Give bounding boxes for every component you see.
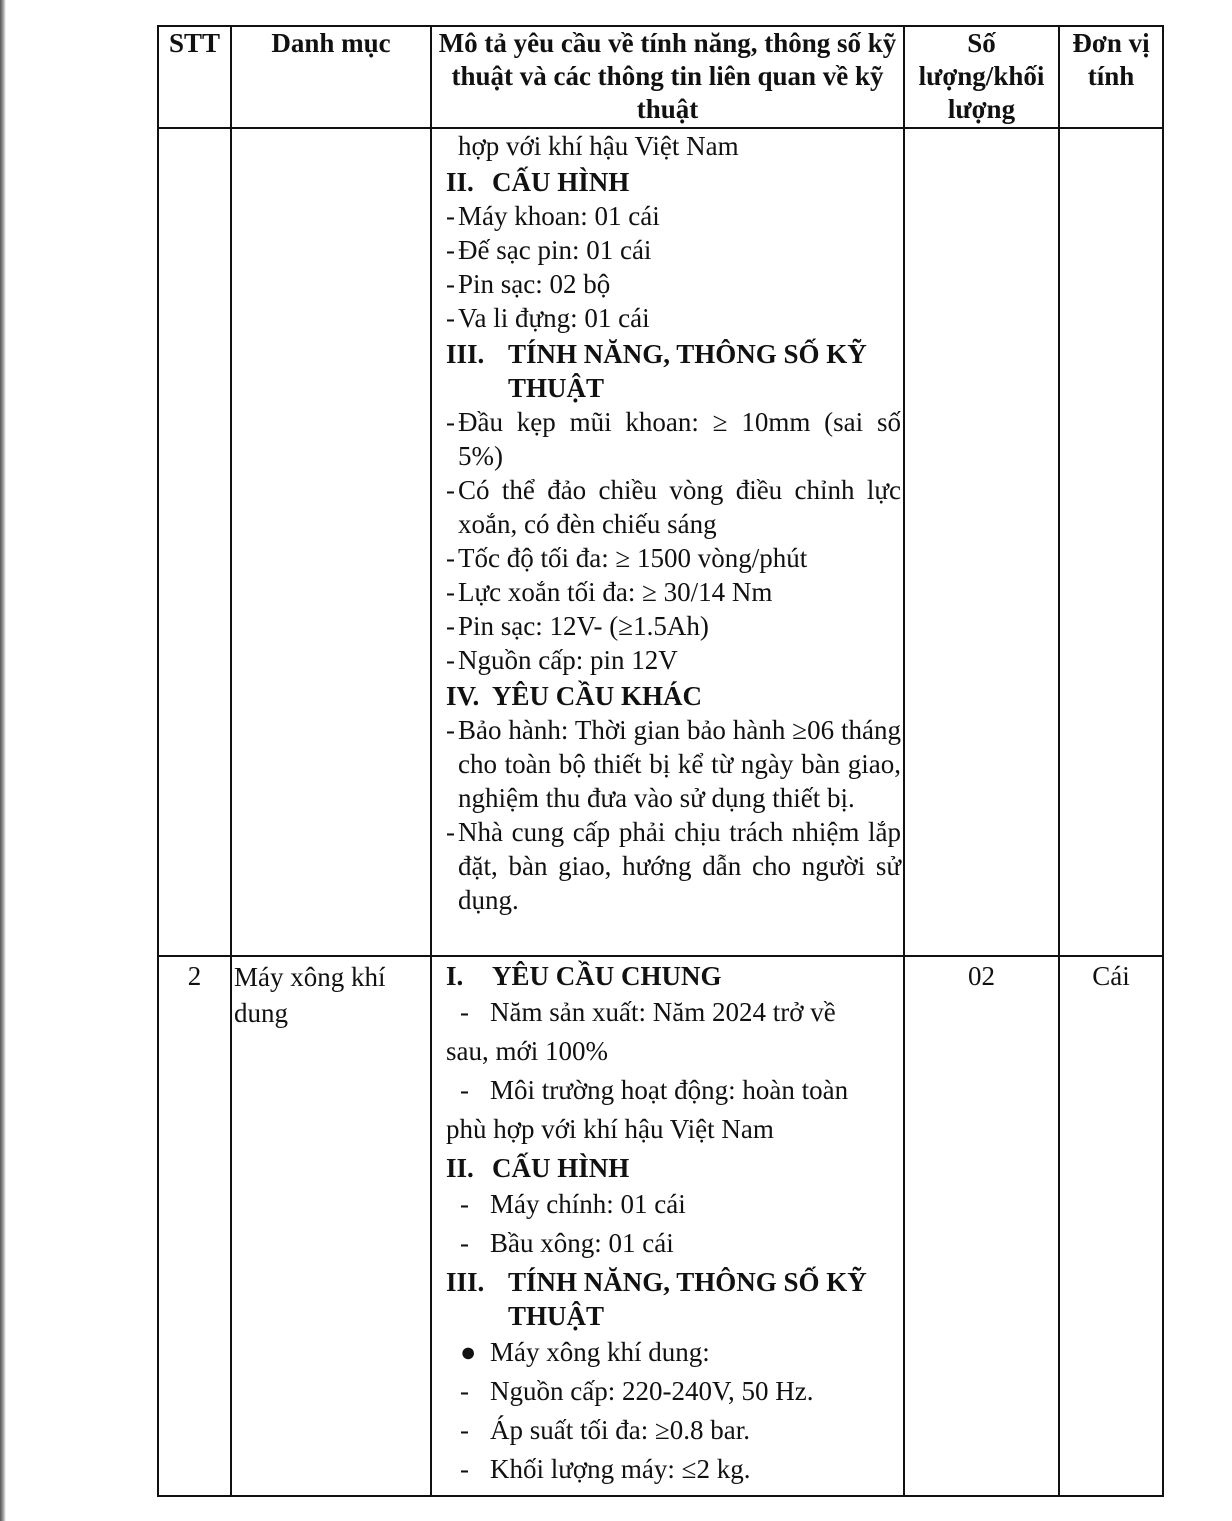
list-item: - Khối lượng máy: ≤2 kg.: [460, 1454, 751, 1484]
category-cell: Máy xông khí dung: [231, 956, 431, 1496]
section-title: CẤU HÌNH: [492, 1153, 630, 1183]
section-heading: [446, 1265, 901, 1333]
category-cell: [231, 128, 431, 956]
list-item: - Pin sạc: 12V- (≥1.5Ah): [446, 611, 709, 641]
list-item: - Bảo hành: Thời gian bảo hành ≥06 tháng cho toàn bộ thiết bị kể từ ngày bàn giao, nghiệm thu đưa vào sử dụng thiết bị.: [446, 715, 901, 813]
spec-table: [157, 25, 1164, 1497]
quantity-cell: [904, 128, 1059, 956]
section-title: TÍNH NĂNG, THÔNG SỐ KỸ THUẬT: [508, 339, 867, 403]
list-item: - Lực xoắn tối đa: ≥ 30/14 Nm: [446, 577, 773, 607]
section-title: CẤU HÌNH: [492, 167, 630, 197]
list-item: - Máy chính: 01 cái: [460, 1189, 686, 1219]
description-cell: [431, 128, 904, 956]
section-number: III.: [446, 1267, 485, 1297]
continued-text: hợp với khí hậu Việt Nam: [458, 131, 739, 161]
section-heading: [446, 959, 901, 993]
section-number: I.: [446, 961, 464, 991]
list-item-continuation: phù hợp với khí hậu Việt Nam: [446, 1114, 774, 1144]
list-item: - Máy khoan: 01 cái: [446, 201, 660, 231]
list-item: - Nhà cung cấp phải chịu trách nhiệm lắp đặt, bàn giao, hướng dẫn cho người sử dụng.: [446, 817, 901, 915]
section-title: YÊU CẦU CHUNG: [492, 961, 722, 991]
stt-cell: 2: [158, 956, 231, 1496]
list-item: - Tốc độ tối đa: ≥ 1500 vòng/phút: [446, 543, 808, 573]
list-item: - Năm sản xuất: Năm 2024 trở về: [460, 997, 836, 1027]
list-item: - Môi trường hoạt động: hoàn toàn: [460, 1075, 849, 1105]
section-number: IV.: [446, 681, 480, 711]
list-item: - Va li đựng: 01 cái: [446, 303, 650, 333]
list-item: - Có thể đảo chiều vòng điều chỉnh lực xoắn, có đèn chiếu sáng: [446, 475, 901, 539]
section-number: II.: [446, 1153, 474, 1183]
section-number: II.: [446, 167, 474, 197]
list-item: - Bầu xông: 01 cái: [460, 1228, 674, 1258]
section-heading: [446, 1151, 901, 1185]
scan-edge-shadow: [0, 0, 6, 1521]
header-stt: STT: [158, 26, 231, 128]
bullet-icon: ●: [460, 1337, 477, 1367]
stt-cell: [158, 128, 231, 956]
unit-cell: Cái: [1059, 956, 1163, 1496]
list-item: - Áp suất tối đa: ≥0.8 bar.: [460, 1415, 751, 1445]
list-item: - Pin sạc: 02 bộ: [446, 269, 611, 299]
header-quantity: Số lượng/khối lượng: [904, 26, 1059, 128]
list-item: - Nguồn cấp: pin 12V: [446, 645, 678, 675]
header-unit: Đơn vị tính: [1059, 26, 1163, 128]
list-item: - Đầu kẹp mũi khoan: ≥ 10mm (sai số 5%): [446, 407, 901, 471]
list-item-continuation: sau, mới 100%: [446, 1036, 609, 1066]
header-category: Danh mục: [231, 26, 431, 128]
header-description: Mô tả yêu cầu về tính năng, thông số kỹ thuật và các thông tin liên quan về kỹ thuật: [431, 26, 904, 128]
section-number: III.: [446, 339, 485, 369]
unit-cell: [1059, 128, 1163, 956]
list-item: - Đế sạc pin: 01 cái: [446, 235, 652, 265]
section-title: TÍNH NĂNG, THÔNG SỐ KỸ THUẬT: [508, 1267, 867, 1331]
list-item: - Nguồn cấp: 220-240V, 50 Hz.: [460, 1376, 814, 1406]
quantity-cell: 02: [904, 956, 1059, 1496]
section-title: YÊU CẦU KHÁC: [492, 681, 703, 711]
list-item: ● Máy xông khí dung:: [446, 1333, 901, 1372]
description-cell: [431, 956, 904, 1496]
section-heading: [446, 165, 901, 199]
header-row: [158, 26, 1163, 128]
table-row: [158, 956, 1163, 1496]
table-row: [158, 128, 1163, 956]
section-heading: [446, 679, 901, 713]
section-heading: [446, 337, 901, 405]
